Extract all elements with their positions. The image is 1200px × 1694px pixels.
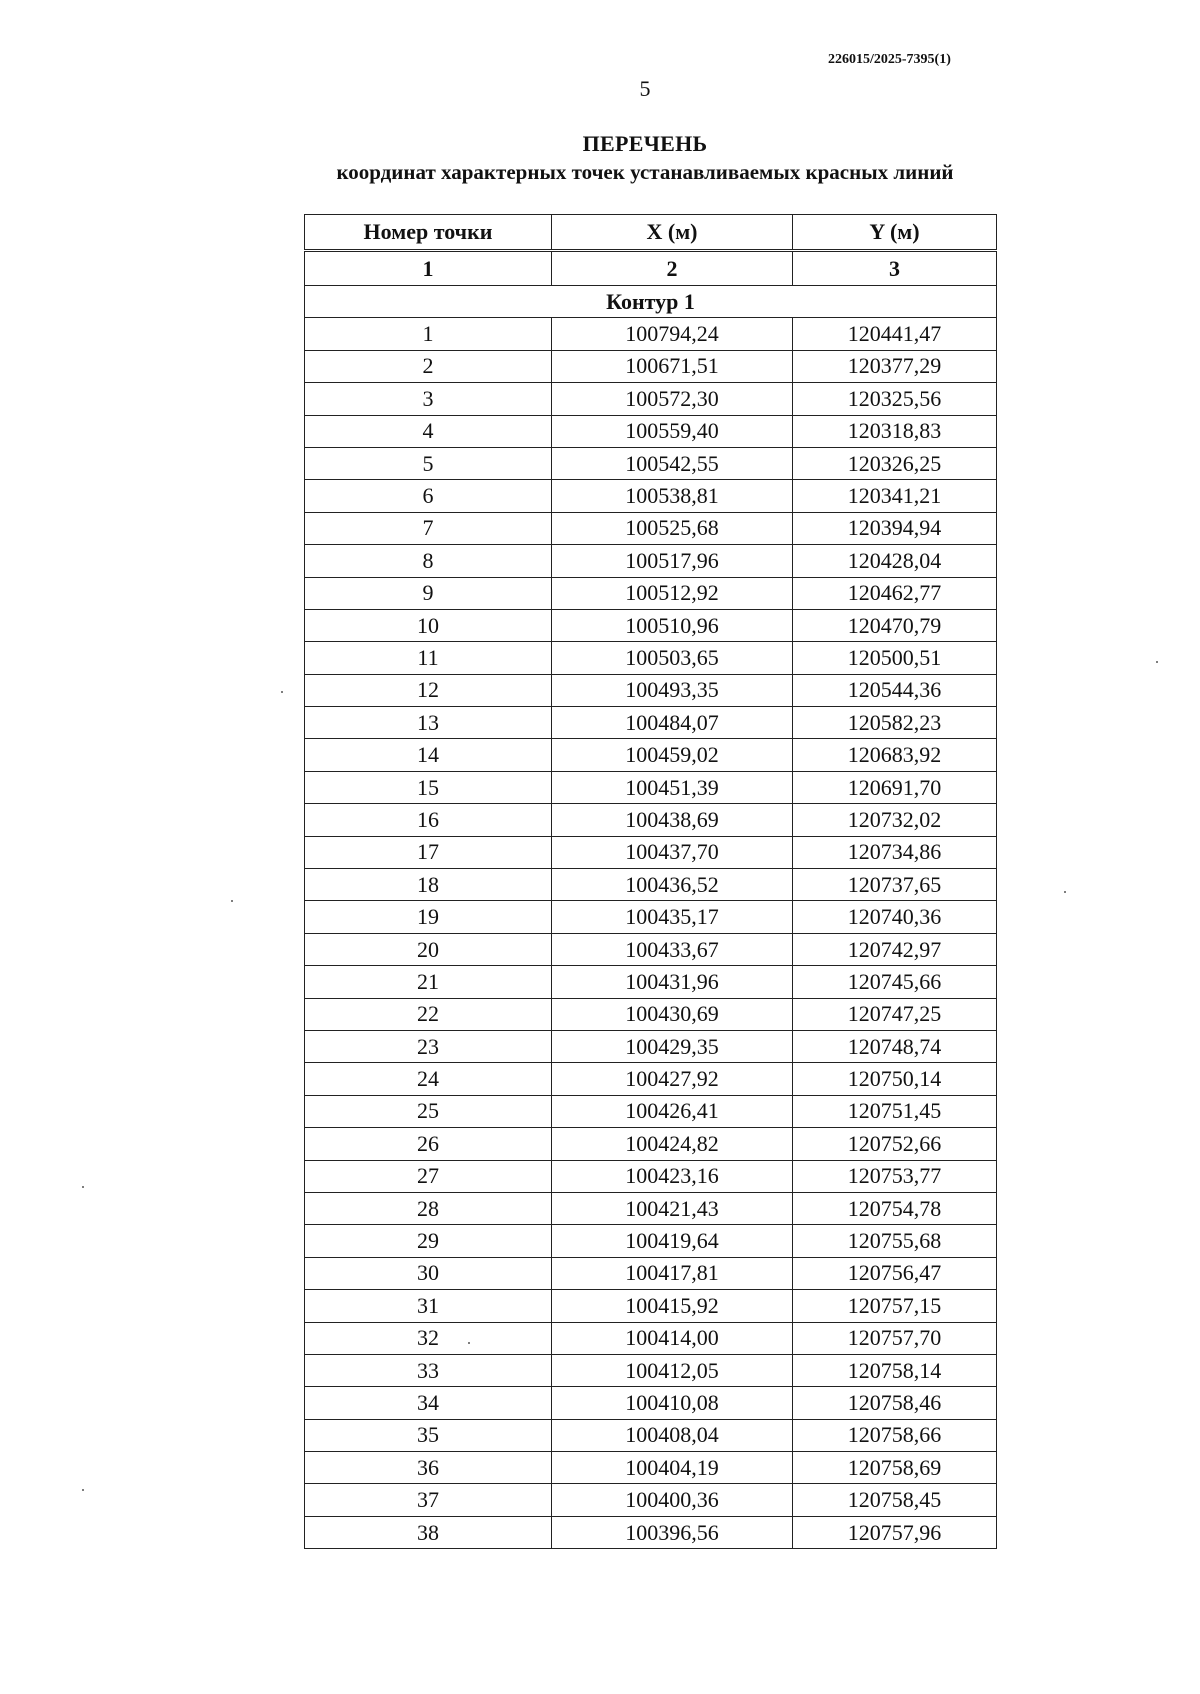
y-coordinate-cell: 120755,68: [793, 1225, 997, 1257]
y-coordinate-cell: 120757,70: [793, 1322, 997, 1354]
column-index-2: 2: [552, 251, 793, 286]
y-coordinate-cell: 120754,78: [793, 1192, 997, 1224]
point-number-cell: 29: [305, 1225, 552, 1257]
table-row: [305, 1419, 997, 1451]
y-coordinate-cell: 120691,70: [793, 771, 997, 803]
scan-speck: [281, 691, 283, 693]
point-number-cell: 30: [305, 1257, 552, 1289]
y-coordinate-cell: 120318,83: [793, 415, 997, 447]
x-coordinate-cell: 100396,56: [552, 1516, 793, 1548]
table-row: [305, 1387, 997, 1419]
column-index-3: 3: [793, 251, 997, 286]
point-number-cell: 10: [305, 609, 552, 641]
point-number-cell: 22: [305, 998, 552, 1030]
scan-speck: [231, 900, 233, 902]
x-coordinate-cell: 100433,67: [552, 933, 793, 965]
column-header-x: X (м): [552, 215, 793, 251]
table-row: [305, 1095, 997, 1127]
point-number-cell: 37: [305, 1484, 552, 1516]
table-row: [305, 512, 997, 544]
y-coordinate-cell: 120441,47: [793, 318, 997, 350]
point-number-cell: 35: [305, 1419, 552, 1451]
point-number-cell: 3: [305, 383, 552, 415]
scan-speck: [1156, 661, 1158, 663]
point-number-cell: 18: [305, 869, 552, 901]
x-coordinate-cell: 100512,92: [552, 577, 793, 609]
table-row: [305, 998, 997, 1030]
table-body: [305, 251, 997, 1549]
x-coordinate-cell: 100414,00: [552, 1322, 793, 1354]
y-coordinate-cell: 120734,86: [793, 836, 997, 868]
y-coordinate-cell: 120745,66: [793, 966, 997, 998]
x-coordinate-cell: 100572,30: [552, 383, 793, 415]
table-row: [305, 447, 997, 479]
y-coordinate-cell: 120758,45: [793, 1484, 997, 1516]
y-coordinate-cell: 120758,69: [793, 1452, 997, 1484]
y-coordinate-cell: 120758,14: [793, 1354, 997, 1386]
point-number-cell: 36: [305, 1452, 552, 1484]
y-coordinate-cell: 120756,47: [793, 1257, 997, 1289]
x-coordinate-cell: 100517,96: [552, 545, 793, 577]
point-number-cell: 6: [305, 480, 552, 512]
x-coordinate-cell: 100671,51: [552, 350, 793, 382]
coordinates-table: [304, 214, 997, 1549]
point-number-cell: 32: [305, 1322, 552, 1354]
x-coordinate-cell: 100435,17: [552, 901, 793, 933]
point-number-cell: 15: [305, 771, 552, 803]
x-coordinate-cell: 100459,02: [552, 739, 793, 771]
table-row: [305, 804, 997, 836]
scan-speck: [82, 1489, 84, 1491]
table-row: [305, 1063, 997, 1095]
table-row: [305, 350, 997, 382]
x-coordinate-cell: 100431,96: [552, 966, 793, 998]
y-coordinate-cell: 120758,46: [793, 1387, 997, 1419]
y-coordinate-cell: 120748,74: [793, 1030, 997, 1062]
point-number-cell: 19: [305, 901, 552, 933]
table-row: [305, 609, 997, 641]
table-row: [305, 869, 997, 901]
table-row: [305, 1452, 997, 1484]
y-coordinate-cell: 120753,77: [793, 1160, 997, 1192]
table-row: [305, 1128, 997, 1160]
point-number-cell: 5: [305, 447, 552, 479]
y-coordinate-cell: 120394,94: [793, 512, 997, 544]
point-number-cell: 23: [305, 1030, 552, 1062]
x-coordinate-cell: 100559,40: [552, 415, 793, 447]
table-row: [305, 1257, 997, 1289]
x-coordinate-cell: 100421,43: [552, 1192, 793, 1224]
x-coordinate-cell: 100427,92: [552, 1063, 793, 1095]
point-number-cell: 4: [305, 415, 552, 447]
y-coordinate-cell: 120325,56: [793, 383, 997, 415]
table-row: [305, 933, 997, 965]
table-row: [305, 966, 997, 998]
x-coordinate-cell: 100503,65: [552, 642, 793, 674]
table-row: [305, 480, 997, 512]
point-number-cell: 27: [305, 1160, 552, 1192]
point-number-cell: 20: [305, 933, 552, 965]
y-coordinate-cell: 120750,14: [793, 1063, 997, 1095]
point-number-cell: 21: [305, 966, 552, 998]
y-coordinate-cell: 120470,79: [793, 609, 997, 641]
y-coordinate-cell: 120462,77: [793, 577, 997, 609]
point-number-cell: 16: [305, 804, 552, 836]
table-row: [305, 1516, 997, 1548]
table-row: [305, 545, 997, 577]
point-number-cell: 33: [305, 1354, 552, 1386]
x-coordinate-cell: 100794,24: [552, 318, 793, 350]
point-number-cell: 25: [305, 1095, 552, 1127]
table-row: [305, 1030, 997, 1062]
table-row: [305, 415, 997, 447]
scan-speck: [82, 1186, 84, 1188]
y-coordinate-cell: 120742,97: [793, 933, 997, 965]
table-row: [305, 318, 997, 350]
x-coordinate-cell: 100417,81: [552, 1257, 793, 1289]
point-number-cell: 17: [305, 836, 552, 868]
x-coordinate-cell: 100484,07: [552, 707, 793, 739]
y-coordinate-cell: 120757,15: [793, 1290, 997, 1322]
x-coordinate-cell: 100510,96: [552, 609, 793, 641]
point-number-cell: 7: [305, 512, 552, 544]
y-coordinate-cell: 120747,25: [793, 998, 997, 1030]
point-number-cell: 14: [305, 739, 552, 771]
x-coordinate-cell: 100436,52: [552, 869, 793, 901]
table-row: [305, 739, 997, 771]
y-coordinate-cell: 120428,04: [793, 545, 997, 577]
table-row: [305, 901, 997, 933]
table-row: [305, 1192, 997, 1224]
table-row: [305, 1290, 997, 1322]
y-coordinate-cell: 120582,23: [793, 707, 997, 739]
table-row: [305, 836, 997, 868]
y-coordinate-cell: 120326,25: [793, 447, 997, 479]
y-coordinate-cell: 120544,36: [793, 674, 997, 706]
point-number-cell: 28: [305, 1192, 552, 1224]
column-header-y: Y (м): [793, 215, 997, 251]
x-coordinate-cell: 100429,35: [552, 1030, 793, 1062]
x-coordinate-cell: 100437,70: [552, 836, 793, 868]
point-number-cell: 11: [305, 642, 552, 674]
y-coordinate-cell: 120740,36: [793, 901, 997, 933]
x-coordinate-cell: 100412,05: [552, 1354, 793, 1386]
y-coordinate-cell: 120751,45: [793, 1095, 997, 1127]
table-row: [305, 577, 997, 609]
y-coordinate-cell: 120500,51: [793, 642, 997, 674]
scan-speck: [1064, 891, 1066, 893]
y-coordinate-cell: 120732,02: [793, 804, 997, 836]
table-row: [305, 1225, 997, 1257]
table-header-row: [305, 215, 997, 251]
point-number-cell: 8: [305, 545, 552, 577]
table-row: [305, 771, 997, 803]
x-coordinate-cell: 100426,41: [552, 1095, 793, 1127]
point-number-cell: 34: [305, 1387, 552, 1419]
table-row: [305, 674, 997, 706]
document-title: ПЕРЕЧЕНЬ: [582, 131, 708, 156]
y-coordinate-cell: 120737,65: [793, 869, 997, 901]
y-coordinate-cell: 120757,96: [793, 1516, 997, 1548]
table-row: [305, 1322, 997, 1354]
column-index-1: 1: [305, 251, 552, 286]
document-subtitle: координат характерных точек устанавливаемых красных линий: [336, 160, 954, 184]
x-coordinate-cell: 100419,64: [552, 1225, 793, 1257]
x-coordinate-cell: 100430,69: [552, 998, 793, 1030]
column-header-point-number: Номер точки: [305, 215, 552, 251]
x-coordinate-cell: 100542,55: [552, 447, 793, 479]
document-number: 226015/2025-7395(1): [828, 52, 951, 67]
y-coordinate-cell: 120341,21: [793, 480, 997, 512]
contour-label: Контур 1: [305, 286, 997, 318]
x-coordinate-cell: 100400,36: [552, 1484, 793, 1516]
table-row: [305, 1160, 997, 1192]
scan-speck: [468, 1342, 470, 1344]
y-coordinate-cell: 120758,66: [793, 1419, 997, 1451]
point-number-cell: 26: [305, 1128, 552, 1160]
point-number-cell: 31: [305, 1290, 552, 1322]
table-row: [305, 383, 997, 415]
point-number-cell: 13: [305, 707, 552, 739]
point-number-cell: 9: [305, 577, 552, 609]
x-coordinate-cell: 100493,35: [552, 674, 793, 706]
y-coordinate-cell: 120752,66: [793, 1128, 997, 1160]
point-number-cell: 1: [305, 318, 552, 350]
y-coordinate-cell: 120377,29: [793, 350, 997, 382]
point-number-cell: 38: [305, 1516, 552, 1548]
point-number-cell: 2: [305, 350, 552, 382]
x-coordinate-cell: 100423,16: [552, 1160, 793, 1192]
column-index-row: [305, 251, 997, 286]
x-coordinate-cell: 100525,68: [552, 512, 793, 544]
x-coordinate-cell: 100424,82: [552, 1128, 793, 1160]
table-row: [305, 642, 997, 674]
table-row: [305, 1484, 997, 1516]
x-coordinate-cell: 100538,81: [552, 480, 793, 512]
table-row: [305, 1354, 997, 1386]
x-coordinate-cell: 100451,39: [552, 771, 793, 803]
table-row: [305, 707, 997, 739]
page-number: 5: [639, 76, 651, 101]
x-coordinate-cell: 100415,92: [552, 1290, 793, 1322]
x-coordinate-cell: 100438,69: [552, 804, 793, 836]
point-number-cell: 12: [305, 674, 552, 706]
y-coordinate-cell: 120683,92: [793, 739, 997, 771]
x-coordinate-cell: 100408,04: [552, 1419, 793, 1451]
point-number-cell: 24: [305, 1063, 552, 1095]
x-coordinate-cell: 100404,19: [552, 1452, 793, 1484]
contour-row: [305, 286, 997, 318]
x-coordinate-cell: 100410,08: [552, 1387, 793, 1419]
